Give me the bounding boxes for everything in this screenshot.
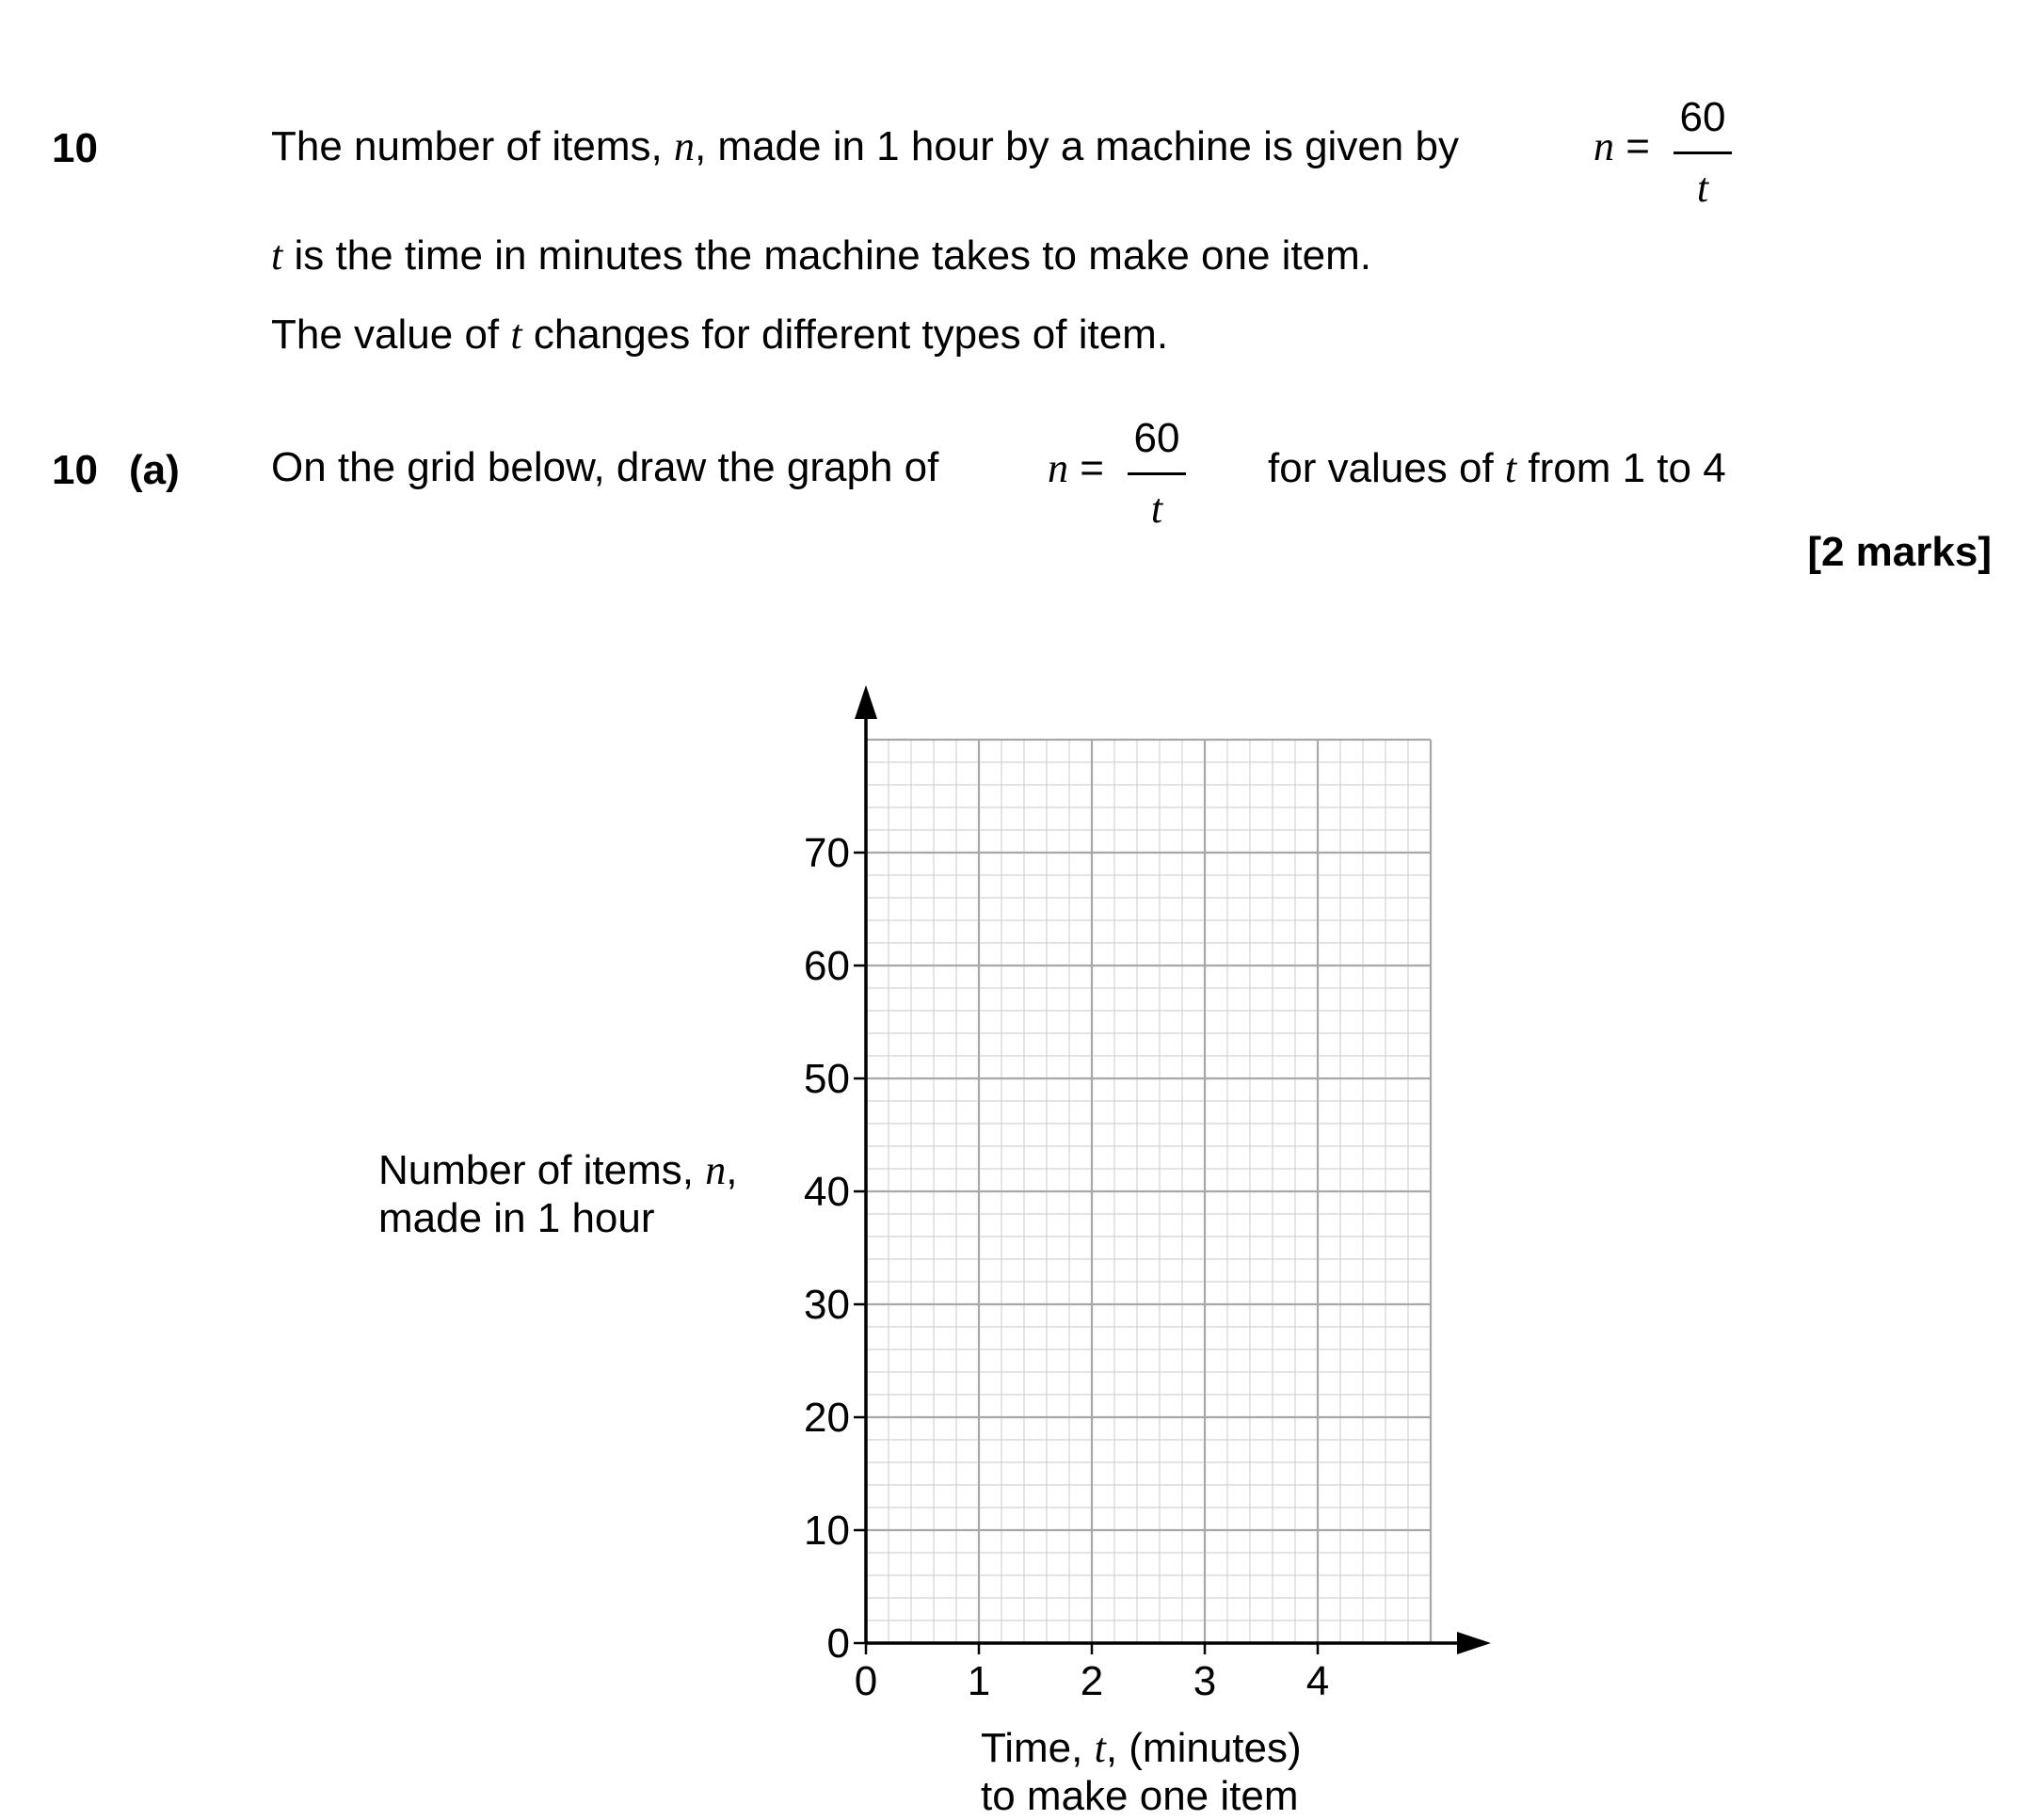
variable-n: n (705, 1147, 727, 1193)
x-tick-label: 2 (1080, 1658, 1104, 1704)
line2-rest: is the time in minutes the machine takes to make one item. (282, 232, 1371, 279)
x-axis-label-line-2: to make one item (981, 1773, 1299, 1819)
variable-t: t (1094, 1725, 1106, 1771)
x-tick-label: 4 (1305, 1658, 1330, 1704)
variable-t: t (271, 232, 283, 279)
y-tick-label: 20 (804, 1395, 850, 1441)
x-tick-label: 0 (854, 1658, 878, 1704)
y-tick-label: 10 (804, 1508, 850, 1554)
formula-numerator: 60 (1679, 94, 1726, 140)
x-tick-label: 1 (967, 1658, 991, 1704)
x-label-post: , (minutes) (1105, 1725, 1302, 1771)
line1-text: The number of items, (271, 123, 663, 169)
formula-equals: = (1080, 445, 1104, 491)
line3-rest: changes for different types of item. (521, 311, 1169, 358)
line3-pre: The value of (271, 311, 511, 358)
line1-rest: , made in 1 hour by a machine is given by (694, 123, 1459, 169)
x-label-pre: Time, (981, 1725, 1095, 1771)
variable-t: t (510, 311, 522, 358)
marks-label: [2 marks] (1807, 529, 1992, 575)
formula-denominator: t (1150, 486, 1163, 532)
suffix-pre: for values of (1268, 445, 1505, 491)
formula-denominator: t (1696, 165, 1709, 211)
x-tick-label: 3 (1193, 1658, 1217, 1704)
formula-equals: = (1626, 123, 1650, 169)
formula-variable-n: n (1594, 123, 1614, 169)
y-tick-label: 60 (804, 943, 850, 989)
y-tick-label: 0 (826, 1620, 850, 1667)
suffix-rest: from 1 to 4 (1516, 445, 1726, 491)
part-number: 10 (52, 447, 98, 493)
y-tick-label: 30 (804, 1282, 850, 1328)
formula-numerator: 60 (1133, 415, 1180, 461)
part-a-text: On the grid below, draw the graph of (271, 444, 939, 490)
y-label-post: , (726, 1147, 738, 1193)
y-label-pre: Number of items, (378, 1147, 706, 1193)
y-axis-label-line-2: made in 1 hour (378, 1195, 655, 1241)
x-axis-arrow (1457, 1632, 1491, 1654)
part-label: (a) (129, 447, 180, 493)
variable-n: n (673, 123, 695, 169)
y-tick-label: 70 (804, 830, 850, 876)
y-axis-arrow (855, 685, 877, 719)
question-number: 10 (52, 125, 98, 171)
y-tick-label: 40 (804, 1169, 850, 1215)
variable-t: t (1504, 445, 1517, 491)
y-tick-label: 50 (804, 1056, 850, 1102)
formula-variable-n: n (1048, 445, 1068, 491)
